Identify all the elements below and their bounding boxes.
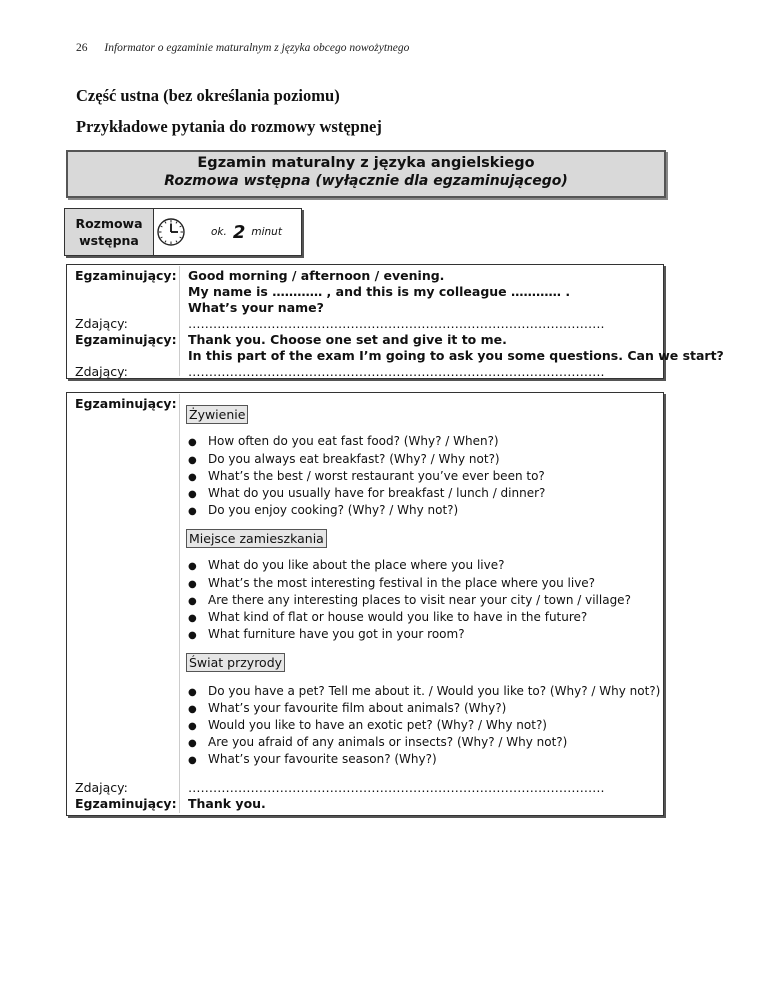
time-duration (189, 209, 301, 255)
subsection-heading: Przykładowe pytania do rozmowy wstępnej (76, 117, 382, 136)
intro-examiner-label-2: Egzaminujący: (75, 332, 177, 347)
exam-title-box (66, 150, 666, 198)
intro-student-label-1: Zdający: (75, 316, 128, 331)
time-suffix: minut (251, 226, 282, 238)
list-item: ● Do you always eat breakfast? (Why? / Why not?) (188, 452, 500, 466)
topic-heading: Świat przyrody (186, 653, 285, 672)
intro-line: Thank you. Choose one set and give it to me. (188, 332, 507, 347)
exam-title: Egzamin maturalny z języka angielskiego (197, 155, 535, 171)
list-item: ● What’s your favourite film about animals? (Why?) (188, 701, 507, 715)
questions-examiner-label: Egzaminujący: (75, 396, 177, 411)
list-item: ● Do you enjoy cooking? (Why? / Why not?) (188, 503, 459, 517)
intro-line: ………………………………………………………………………………………. (188, 364, 605, 379)
questions-column-divider (179, 394, 180, 813)
topic-heading: Żywienie (186, 405, 248, 424)
section-heading: Część ustna (bez określania poziomu) (76, 86, 340, 105)
closing-dots: ………………………………………………………………………………………. (188, 780, 605, 795)
time-box (64, 208, 302, 256)
list-item: ● Do you have a pet? Tell me about it. / Would you like to? (Why? / Why not?) (188, 684, 661, 698)
list-item: ● What’s the most interesting festival in the place where you live? (188, 576, 596, 590)
closing-examiner-label: Egzaminujący: (75, 796, 177, 811)
intro-line: ………………………………………………………………………………………. (188, 316, 605, 331)
time-label-line1: Rozmowa (75, 216, 143, 231)
list-item: ● Are there any interesting places to visit near your city / town / village? (188, 593, 631, 607)
intro-examiner-label-1: Egzaminujący: (75, 268, 177, 283)
list-item: ● What’s the best / worst restaurant you’ve ever been to? (188, 469, 545, 483)
list-item: ● What do you like about the place where you live? (188, 558, 505, 572)
intro-line: In this part of the exam I’m going to ask you some questions. Can we start? (188, 348, 724, 363)
intro-student-label-2: Zdający: (75, 364, 128, 379)
page-number: 26 (76, 42, 88, 54)
list-item: ● Are you afraid of any animals or insects? (Why? / Why not?) (188, 735, 568, 749)
topic-heading: Miejsce zamieszkania (186, 529, 327, 548)
clock-icon (154, 209, 189, 255)
intro-line: What’s your name? (188, 300, 324, 315)
list-item: ● What do you usually have for breakfast / lunch / dinner? (188, 486, 546, 500)
list-item: ● What furniture have you got in your room? (188, 627, 465, 641)
list-item: ● Would you like to have an exotic pet? (Why? / Why not?) (188, 718, 547, 732)
list-item: ● How often do you eat fast food? (Why? / When?) (188, 434, 499, 448)
time-minutes: 2 (232, 221, 246, 243)
intro-line: My name is ………… , and this is my colleague ………… . (188, 284, 571, 299)
running-header (76, 42, 409, 54)
intro-line: Good morning / afternoon / evening. (188, 268, 445, 283)
exam-subtitle: Rozmowa wstępna (wyłącznie dla egzaminującego) (164, 173, 568, 189)
time-label-line2: wstępna (79, 233, 139, 248)
list-item: ● What kind of flat or house would you like to have in the future? (188, 610, 588, 624)
closing-student-label: Zdający: (75, 780, 128, 795)
running-title: Informator o egzaminie maturalnym z języka obcego nowożytnego (104, 42, 410, 54)
closing-thanks: Thank you. (188, 796, 266, 811)
intro-column-divider (179, 266, 180, 376)
time-prefix: ok. (211, 226, 227, 238)
time-box-label (65, 209, 154, 255)
list-item: ● What’s your favourite season? (Why?) (188, 752, 437, 766)
